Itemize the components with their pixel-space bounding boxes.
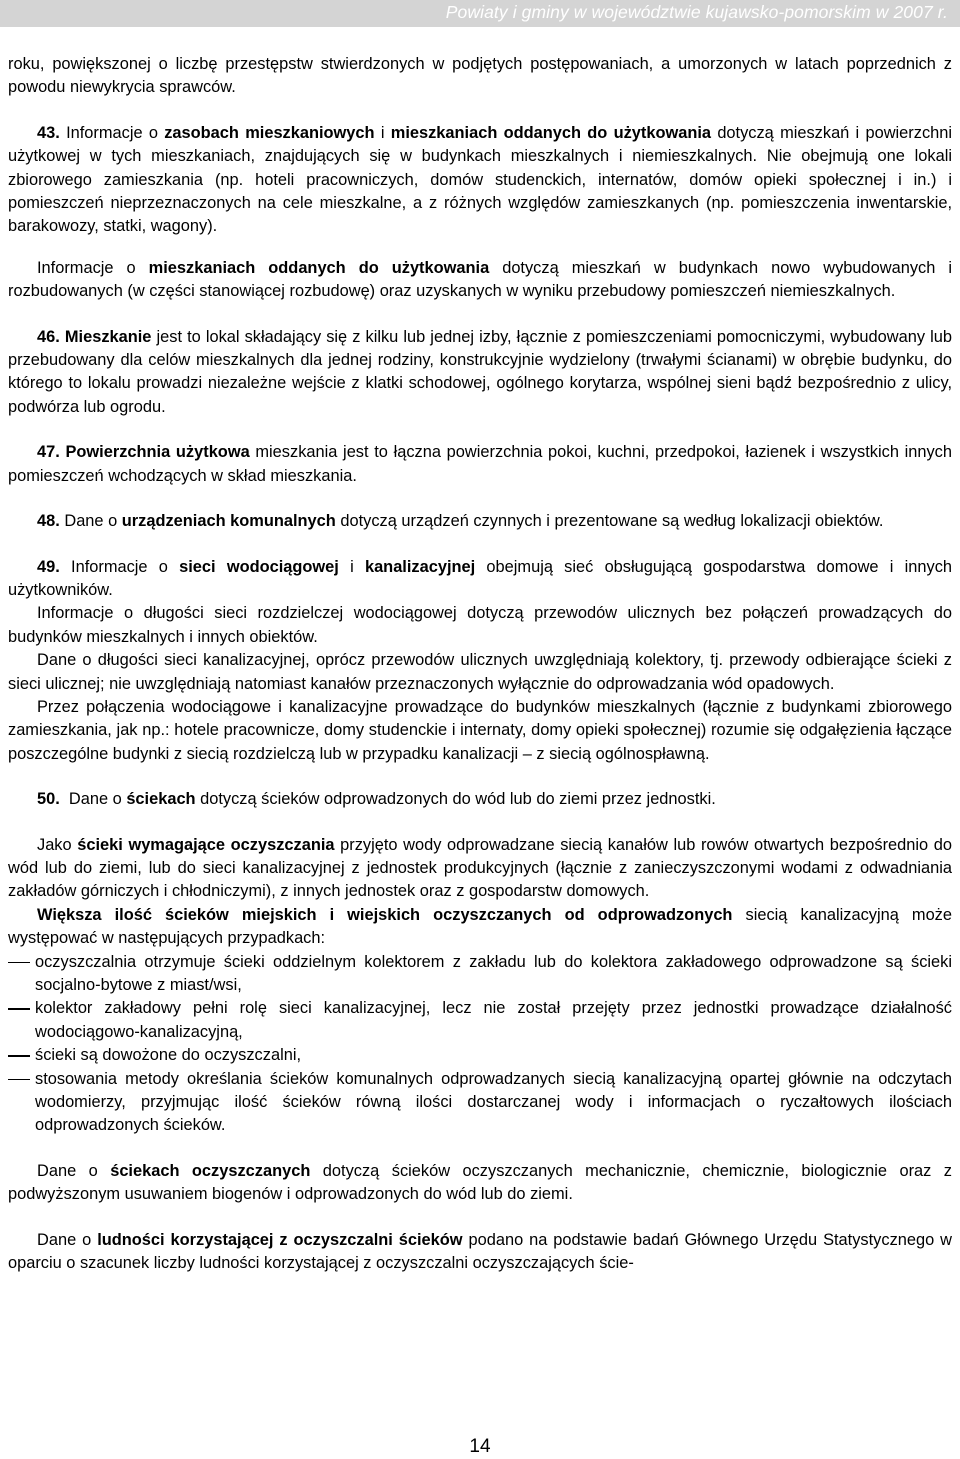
text: i [374,123,391,142]
section-number: 47. [37,443,60,462]
paragraph-50-treated [8,1160,952,1207]
text: Jako [37,835,78,854]
list-item [8,1044,952,1067]
section-number: 49. [37,557,60,576]
section-number: 43. [37,123,60,142]
page-header-band [0,0,960,27]
paragraph-43-continued [8,257,952,304]
text: przyjęto wody odprowadzane siecią kanałów lub rowów otwartych bezpośrednio do wód lub do ziemi, lub do sieci kanalizacyjnej z jednostek produkcyjnych (łącznie z zanieczyszczonymi wodami z odwadniania zakładów górniczych i chłodniczymi), z innych jednostek oraz z gospodarstw domowych. [8,835,952,901]
paragraph-46 [8,326,952,420]
term: mieszkaniach oddanych do użytkowania [390,123,712,142]
text: dotyczą urządzeń czynnych i prezentowane są według lokalizacji obiektów. [335,512,884,531]
text: dotyczą mieszkań i powierzchni użytkowej w tych mieszkaniach, znajdujących się w budynkach mieszkalnych i niemieszkalnych. Nie obejmują one lokali zbiorowego zamieszkania (np. hoteli pracowniczych, domów studenckich, internatów, domów opieki społecznej i in.) i pomieszczeń nieprzeznaczonych na cele mieszkalne, a z różnych względów zamieszkanych (np. pomieszczenia inwentarskie, barakowozy, statki, wagony). [8,123,953,236]
text: dotyczą ścieków odprowadzonych do wód lub do ziemi przez jednostki. [195,790,716,809]
text: kolektor zakładowy pełni rolę sieci kanalizacyjnej, lecz nie został przejęty przez jednostki prowadzące działalność wodociągowo-kanalizacyjną, [35,999,952,1041]
dash-bullet [8,962,30,963]
document-body [8,53,952,1275]
term: urządzeniach komunalnych [121,512,336,531]
text: obejmują sieć obsługującą gospodarstwa domowe i innych użytkowników. [8,557,953,599]
term: Większa ilość ścieków miejskich i wiejskich oczyszczanych od odprowadzonych [37,905,733,924]
text: Informacje o [59,123,165,142]
case-list [8,951,952,1138]
dash-bullet [8,1079,30,1080]
term: zasobach mieszkaniowych [164,123,375,142]
text: siecią kanalizacyjną może występować w następujących przypadkach: [8,905,952,948]
dash-bullet [8,1055,30,1056]
paragraph-43 [8,122,952,239]
list-item [8,1068,952,1138]
paragraph-50-larger-amount [8,904,952,951]
paragraph-50-wastewater [8,834,952,904]
text: Dane o [59,790,127,809]
list-item [8,951,952,998]
text: Informacje o [59,557,180,576]
term: ściekach oczyszczanych [110,1161,311,1180]
text: mieszkania jest to łączna powierzchnia pokoi, kuchni, przedpokoi, łazienek i wszystkich innych pomieszczeń wchodzących w skład mieszkania. [8,443,952,485]
term: ściekach [126,790,196,809]
text: Dane o [37,1161,111,1180]
text: oczyszczalnia otrzymuje ścieki oddzielnym kolektorem z zakładu lub do kolektora zakładowego odprowadzone są ścieki socjalno-bytowe z miast/wsi, [35,952,952,994]
paragraph-49-sewer-network: Dane o długości sieci kanalizacyjnej, oprócz przewodów ulicznych uwzględniają kolektory, tj. przewody odbierające ścieki z sieci ulicznej; nie uwzględniają natomiast kanałów przeznaczonych wyłącznie do odprowadzania wód opadowych. [8,651,952,693]
paragraph-50-population [8,1229,952,1276]
paragraph-47 [8,441,952,488]
section-number: 50. [37,790,60,809]
paragraph-48 [8,510,952,533]
paragraph-49-water-network: Informacje o długości sieci rozdzielczej wodociągowej dotyczą przewodów ulicznych bez połączeń prowadzących do budynków mieszkalnych i innych obiektów. [8,604,952,646]
text: i [338,557,365,576]
term: ludności korzystającej z oczyszczalni ścieków [97,1230,463,1249]
term: Mieszkanie [64,327,152,346]
text: roku, powiększonej o liczbę przestępstw stwierdzonych w podjętych postępowaniach, a umorzonych w latach poprzednich z powodu niewykrycia sprawców. [8,55,952,97]
term: kanalizacyjnej [364,557,476,576]
text: Dane o [59,512,122,531]
text: jest to lokal składający się z kilku lub jednej izby, łącznie z pomieszczeniami pomocniczymi, wybudowany lub przebudowany dla celów mieszkalnych dla jednej rodziny, konstrukcyjnie wydzielony (trwałymi ścianami) w obrębie budynku, do którego to lokalu prowadzi niezależne wejście z klatki schodowej, ogólnego korytarza, wspólnej sieni bądź bezpośrednio z ulicy, podwórza lub ogrodu. [8,327,952,416]
paragraph-49-connections: Przez połączenia wodociągowe i kanalizacyjne prowadzące do budynków mieszkalnych (łącznie z budynkami zbiorowego zamieszkania, jak np.: hotele pracownicze, domy studenckie i internaty, domy opieki społecznej) rozumie się odgałęzienia łączące poszczególne budynki z siecią rozdzielczą lub w przypadku kanalizacji – z siecią ogólnospławną. [8,697,952,763]
text: stosowania metody określania ścieków komunalnych odprowadzanych siecią kanalizacyjną opartej głównie na odczytach wodomierzy, przyjmując ilość ścieków równą ilości dostarczanej wody i informacjach o ryczałtowych ilościach odprowadzonych ścieków. [35,1069,952,1135]
text: podano na podstawie badań Głównego Urzędu Statystycznego w oparciu o szacunek liczby ludności korzystającej z oczyszczalni oczyszczających ście- [8,1230,952,1273]
paragraph-49 [8,556,952,603]
section-number: 48. [37,512,60,531]
text: Dane o [37,1230,98,1249]
dash-bullet [8,1008,30,1009]
term: sieci wodociągowej [179,557,339,576]
text: ścieki są dowożone do oczyszczalni, [35,1046,302,1065]
term: ścieki wymagające oczyszczania [77,835,335,854]
paragraph-50 [8,788,952,811]
text: dotyczą mieszkań w budynkach nowo wybudowanych i rozbudowanych (w części stanowiącej rozbudowę) oraz uzyskanych w wyniku przebudowy pomieszczeń niemieszkalnych. [8,258,952,301]
paragraph-continued [8,53,952,100]
list-item [8,997,952,1044]
running-header: Powiaty i gminy w województwie kujawsko-pomorskim w 2007 r. [445,2,948,22]
text: dotyczą ścieków oczyszczanych mechanicznie, chemicznie, biologicznie oraz z podwyższonym usuwaniem biogenów i odprowadzonych do wód lub do ziemi. [8,1161,952,1204]
section-number: 46. [37,327,60,346]
text: Informacje o [37,258,149,277]
term: Powierzchnia użytkowa [65,443,250,462]
page-number: 14 [469,1436,491,1457]
term: mieszkaniach oddanych do użytkowania [148,258,490,277]
